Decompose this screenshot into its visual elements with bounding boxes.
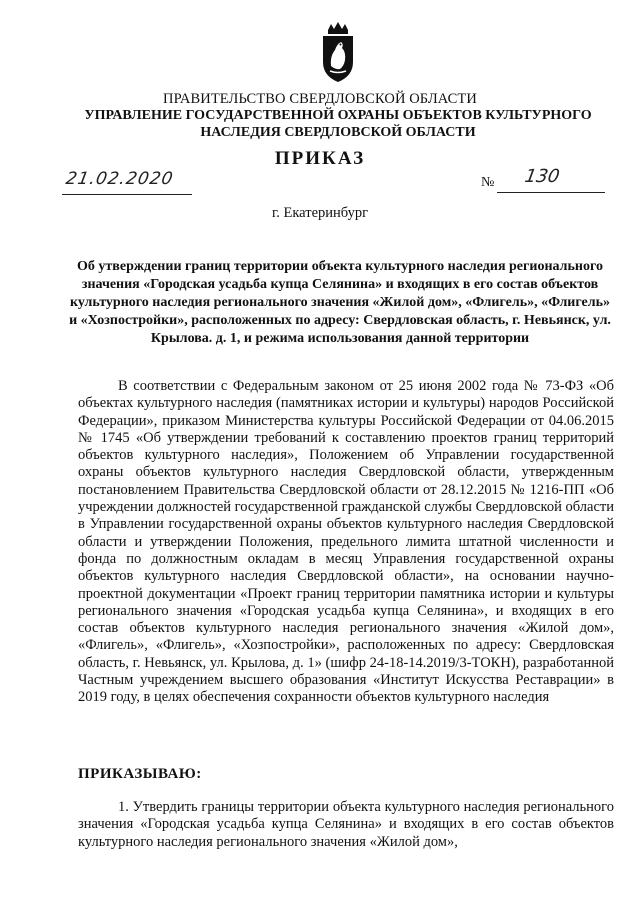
city: г. Екатеринбург bbox=[271, 205, 369, 221]
sverdlovsk-coat-of-arms-icon bbox=[318, 22, 358, 84]
document-type-heading: ПРИКАЗ bbox=[274, 148, 366, 169]
order-item-1: 1. Утвердить границы территории объекта культурного наследия регионального значения «Городская усадьба купца Селянина» и входящих в его состав объектов культурного наследия регионального значения «Жилой дом», bbox=[78, 799, 614, 850]
department-name: УПРАВЛЕНИЕ ГОСУДАРСТВЕННОЙ ОХРАНЫ ОБЪЕКТОВ КУЛЬТУРНОГО НАСЛЕДИЯ СВЕРДЛОВСКОЙ ОБЛАСТИ bbox=[84, 108, 592, 140]
number-label: № bbox=[481, 175, 495, 190]
preamble-paragraph: В соответствии с Федеральным законом от 25 июня 2002 года № 73-ФЗ «Об объектах культурного наследия (памятниках истории и культуры) народов Российской Федерации», приказом Министерства культуры Российской Федерации от 04.06.2015 № 1745 «Об утверждении требований к составлению проектов границ территорий объектов культурного наследия», Положением об Управлении государственной охраны объектов культурного наследия Свердловской области, утвержденным постановлением Правительства Свердловской области от 28.12.2015 № 1216-ПП «Об учреждении должностей государственной гражданской службы Свердловской области в Управлении государственной охраны объектов культурного наследия Свердловской области и утверждении Положения, предельного лимита штатной численности и фонда по должностным окладам в месяц Управления государственной охраны объектов культурного наследия Свердловской области», на основании научно-проектной документации «Проект границ территории памятника истории и культуры регионального значения «Городская усадьба купца Селянина», и входящих в его состав объектов культурного наследия регионального значения «Жилой дом», «Флигель», «Флигель», «Хозпостройки», расположенных по адресу: Свердловская область, г. Невьянск, ул. Крылова, д. 1» (шифр 24-18-14.2019/3-ТОКН), разработанной Частным учреждением высшего образования «Институт Искусства Реставрации» в 2019 году, в целях обеспечения сохранности объектов культурного наследия bbox=[78, 378, 614, 706]
government-name: ПРАВИТЕЛЬСТВО СВЕРДЛОВСКОЙ ОБЛАСТИ bbox=[163, 91, 477, 107]
handwritten-number: 130 bbox=[523, 166, 562, 187]
handwritten-date: 21.02.2020 bbox=[64, 169, 176, 189]
order-title: Об утверждении границ территории объекта культурного наследия регионального значения «Городская усадьба купца Селянина» и входящих в его состав объектов культурного наследия регионального значения «Жилой дом», «Флигель», «Флигель» и «Хозпостройки», расположенных по адресу: Свердловская область, г. Невьянск, ул. Крылова. д. 1, и режима использования данной территории bbox=[69, 259, 611, 346]
order-directive: ПРИКАЗЫВАЮ: bbox=[78, 766, 202, 782]
